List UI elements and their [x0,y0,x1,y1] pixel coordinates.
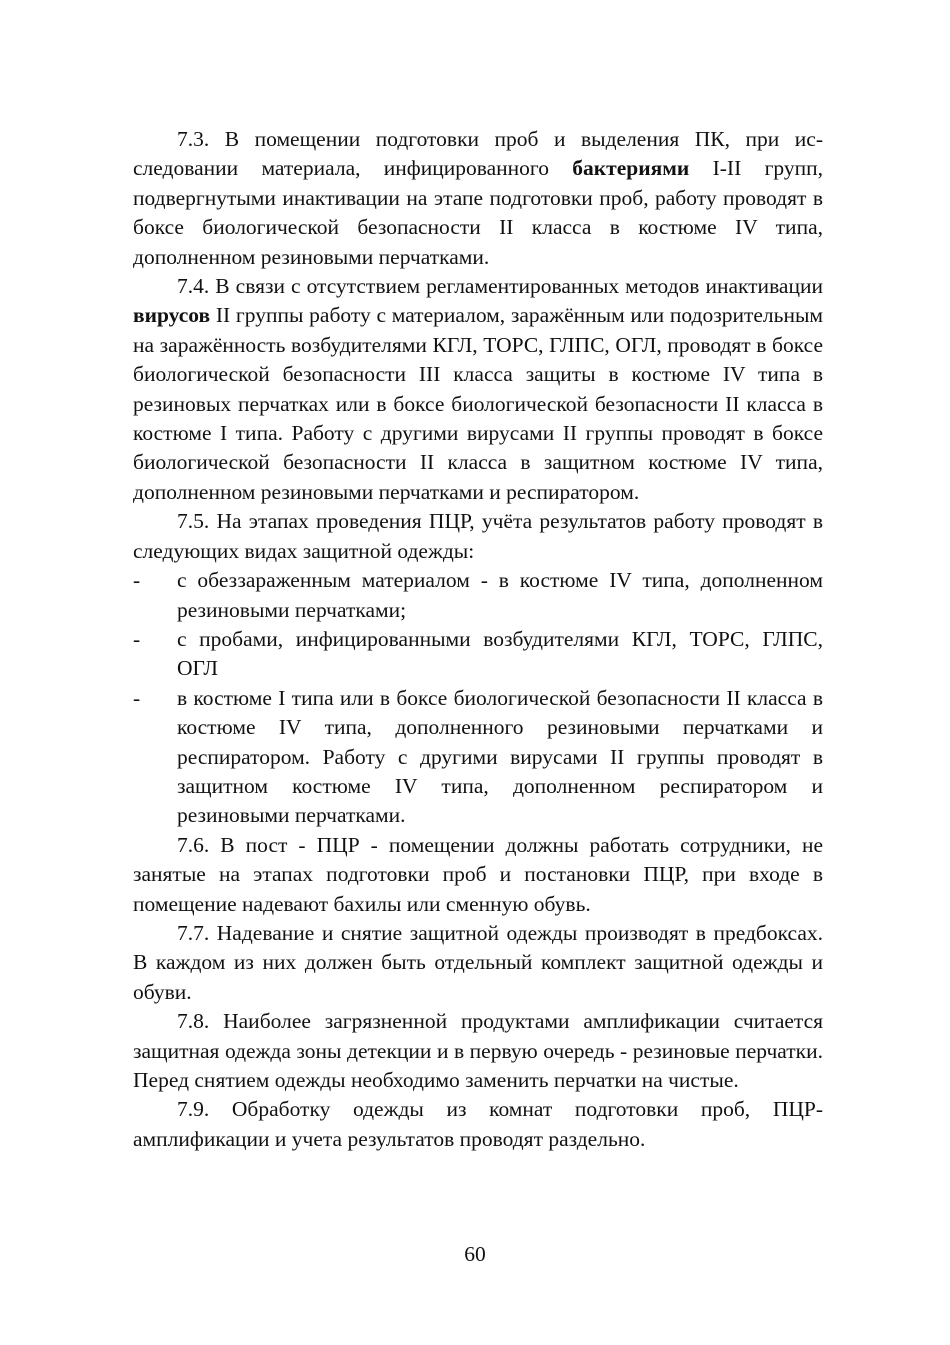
document-body [133,125,823,1154]
list-item-text: в костюме I типа или в боксе биологической безопасности II класса в костюме IV типа, дополненного резиновыми перчатками и респиратором. Работу с другими вирусами II группы проводят в защитном костюме IV типа, дополненном респиратором и резиновыми перчатками. [177,685,823,828]
paragraph-7-4-tail: II группы работу с материалом, заражённым или подозрительным на заражённость возбудителями КГЛ, ТОРС, ГЛПС, ОГЛ, проводят в боксе биологической безопасности III класса защиты в костюме IV типа в резиновых перчатках или в боксе биологической безопасности II класса в костюме I типа. Работу с другими вирусами II группы проводят в боксе биологической безопасности II класса в защитном костюме IV типа, дополненном резиновыми перчатками и респиратором. [133,303,823,504]
list-item [133,625,823,684]
paragraph-7-3-tail: I-II групп, подвергнутыми инактивации на этапе подготовки проб, работу проводят в боксе биологической безопасности II класса в костюме IV типа, дополненном резиновыми перчатками. [133,156,823,269]
list-dash: - [133,568,141,593]
list-dash: - [133,626,141,651]
paragraph-7-7: 7.7. Надевание и снятие защитной одежды производят в предбоксах. В каждом из них должен быть отдельный комплект защитной одежды и обуви. [133,920,823,1004]
paragraph-7-4 [133,272,823,507]
list-item-text: с обеззараженным материалом - в костюме IV типа, дополненном резиновыми перчатками; [177,568,823,622]
paragraph-7-6: 7.6. В пост - ПЦР - помещении должны работать сотрудники, не занятые на этапах подготовки проб и постановки ПЦР, при входе в помещение надевают бахилы или сменную обувь. [133,832,823,916]
list-item [133,684,823,831]
paragraph-7-3-lead: 7.3. В помещении подготовки проб и выделения ПК, при исследовании материала, инфицированного [133,127,823,181]
list-item-text: с пробами, инфицированными возбудителями КГЛ, ТОРС, ГЛПС, ОГЛ [177,626,823,681]
paragraph-7-9: 7.9. Обработку одежды из комнат подготовки проб, ПЦР-амплификации и учета результатов проводят раздельно. [133,1097,823,1151]
paragraph-7-8: 7.8. Наиболее загрязненной продуктами амплификации считается защитная одежда зоны детекции и в первую очередь - резиновые перчатки. Перед снятием одежды необходимо заменить перчатки на чистые. [133,1009,823,1092]
list-dash: - [133,685,141,710]
list-item [133,566,823,625]
paragraph-7-3-bold: бактериями [572,156,690,181]
paragraph-7-3 [133,125,823,272]
paragraph-7-4-lead: 7.4. В связи с отсутствием регламентированных методов инактивации [177,274,823,299]
paragraph-7-5: 7.5. На этапах проведения ПЦР, учёта результатов работу проводят в следующих видах защитной одежды: [133,509,823,563]
paragraph-7-4-bold: вирусов [133,303,211,328]
protective-clothing-list [133,566,823,831]
page-number: 60 [464,1242,486,1266]
